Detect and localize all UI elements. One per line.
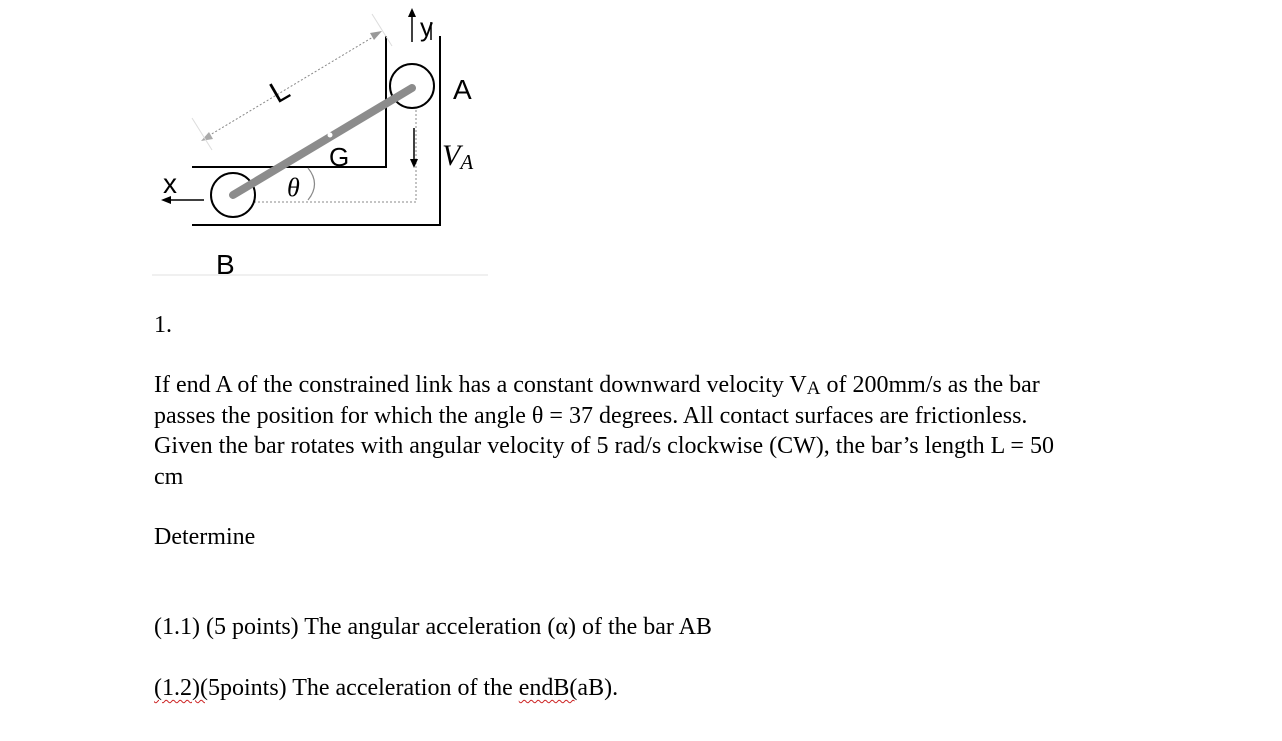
question-1-2 [154,673,618,704]
problem-number: 1. [154,312,172,338]
label-theta: θ [287,173,300,202]
label-A: A [453,74,472,105]
question-1-2-aB: aB). [577,675,619,701]
statement-line-1-end: of 200mm/s as the bar [820,372,1040,398]
question-1-1: (1.1) (5 points) The angular acceleration (α) of the bar AB [154,614,712,640]
label-y: y [420,12,433,42]
mechanism-diagram [150,0,495,285]
y-axis-arrowhead [408,8,416,17]
problem-statement-line-3: Given the bar rotates with angular velocity of 5 rad/s clockwise (CW), the bar’s length L = 50 [154,433,1054,459]
question-1-2-number: (1.2)( [154,675,208,701]
question-1-2-endB: endB( [518,675,578,701]
determine-heading: Determine [154,524,256,550]
problem-statement-line-1 [154,370,1040,403]
velocity-subscript: A [806,378,821,399]
label-L: L [264,73,296,110]
length-arrowhead-lower [201,132,213,141]
label-G: G [329,142,350,172]
label-B: B [216,249,235,280]
label-VA: VA [442,139,474,174]
length-arrowhead-upper [370,31,382,40]
angle-arc [308,168,315,200]
statement-line-1-start: If end A of the constrained link has a constant downward velocity V [154,372,807,398]
problem-statement-line-4: cm [154,464,184,490]
center-of-mass-G [328,133,333,138]
question-1-2-text: 5points) The acceleration of the [207,675,519,701]
length-extension-upper [372,14,392,46]
velocity-arrowhead [410,159,418,168]
problem-statement-line-2: passes the position for which the angle θ = 37 degrees. All contact surfaces are frictionless. [154,403,1028,429]
label-x: x [163,168,177,199]
